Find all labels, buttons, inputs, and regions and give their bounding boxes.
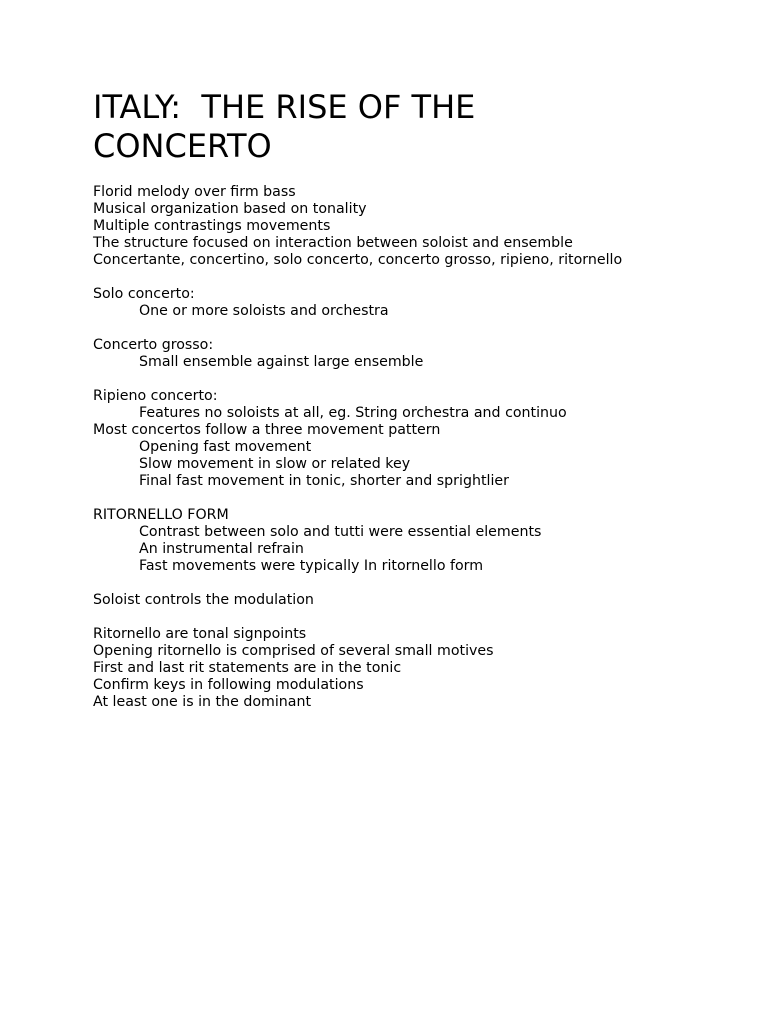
text-line: Florid melody over firm bass — [93, 184, 296, 200]
blank-line — [93, 575, 753, 592]
section-heading: RITORNELLO FORM — [93, 507, 229, 523]
text-line: First and last rit statements are in the tonic — [93, 660, 402, 676]
section-heading: Solo concerto: — [93, 286, 195, 302]
text-line: Multiple contrastings movements — [93, 218, 331, 234]
document-body — [93, 184, 753, 711]
blank-line — [93, 269, 753, 286]
text-line: The structure focused on interaction between soloist and ensemble — [93, 235, 573, 251]
text-line: Confirm keys in following modulations — [93, 677, 364, 693]
indented-line: Features no soloists at all, eg. String orchestra and continuo — [139, 405, 567, 421]
text-line: Opening ritornello is comprised of several small motives — [93, 643, 494, 659]
indented-line: One or more soloists and orchestra — [139, 303, 389, 319]
blank-line — [93, 490, 753, 507]
text-line: Concertante, concertino, solo concerto, concerto grosso, ripieno, ritornello — [93, 252, 623, 268]
document-title — [93, 88, 753, 166]
indented-line: Fast movements were typically In ritornello form — [139, 558, 484, 574]
title-line-2: CONCERTO — [93, 127, 272, 165]
text-line: Musical organization based on tonality — [93, 201, 367, 217]
indented-line: Slow movement in slow or related key — [139, 456, 411, 472]
indented-line: Contrast between solo and tutti were essential elements — [139, 524, 542, 540]
document-page — [93, 88, 753, 711]
indented-line: Final fast movement in tonic, shorter and sprightlier — [139, 473, 509, 489]
indented-line: An instrumental refrain — [139, 541, 304, 557]
text-line: Ritornello are tonal signpoints — [93, 626, 307, 642]
indented-line: Small ensemble against large ensemble — [139, 354, 424, 370]
text-line: Most concertos follow a three movement pattern — [93, 422, 441, 438]
section-heading: Concerto grosso: — [93, 337, 214, 353]
blank-line — [93, 371, 753, 388]
indented-line: Opening fast movement — [139, 439, 312, 455]
text-line: Soloist controls the modulation — [93, 592, 314, 608]
text-line: At least one is in the dominant — [93, 694, 312, 710]
section-heading: Ripieno concerto: — [93, 388, 218, 404]
blank-line — [93, 609, 753, 626]
title-line-1: ITALY: THE RISE OF THE — [93, 88, 476, 126]
blank-line — [93, 320, 753, 337]
